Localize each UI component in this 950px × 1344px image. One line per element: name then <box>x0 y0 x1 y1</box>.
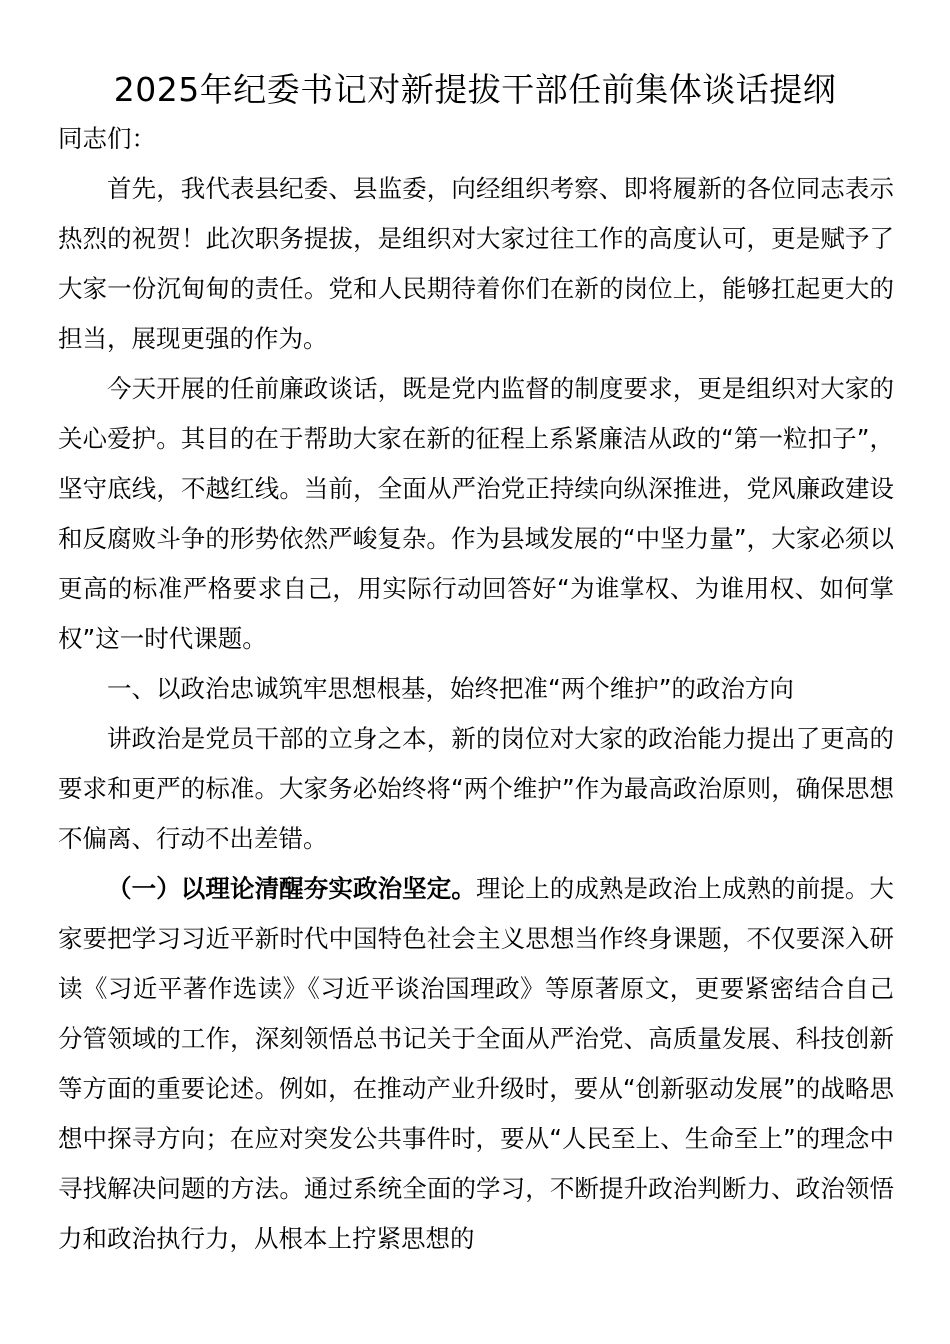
subsection-1-paragraph <box>58 864 894 1264</box>
paragraph-congratulation: 首先，我代表县纪委、县监委，向经组织考察、即将履新的各位同志表示热烈的祝贺！此次职务提拔，是组织对大家过往工作的高度认可，更是赋予了大家一份沉甸甸的责任。党和人民期待着你们在新的岗位上，能够扛起更大的担当，展现更强的作为。 <box>58 174 894 353</box>
section-1-intro: 讲政治是党员干部的立身之本，新的岗位对大家的政治能力提出了更高的要求和更严的标准。大家务必始终将“两个维护”作为最高政治原则，确保思想不偏离、行动不出差错。 <box>58 724 894 853</box>
subsection-1-heading: （一）以理论清醒夯实政治坚定。 <box>107 874 476 903</box>
section-heading-1: 一、以政治忠诚筑牢思想根基，始终把准“两个维护”的政治方向 <box>107 674 794 703</box>
document-title: 2025年纪委书记对新提拔干部任前集体谈话提纲 <box>113 70 837 109</box>
subsection-1-text: 理论上的成熟是政治上成熟的前提。大家要把学习习近平新时代中国特色社会主义思想当作终身课题，不仅要深入研读《习近平著作选读》《习近平谈治国理政》等原著原文，更要紧密结合自己分管领域的工作，深刻领悟总书记关于全面从严治党、高质量发展、科技创新等方面的重要论述。例如，在推动产业升级时，要从“创新驱动发展”的战略思想中探寻方向；在应对突发公共事件时，要从“人民至上、生命至上”的理念中寻找解决问题的方法。通过系统全面的学习，不断提升政治判断力、政治领悟力和政治执行力，从根本上拧紧思想的 <box>58 874 894 1253</box>
salutation: 同志们： <box>58 124 156 153</box>
document-body <box>58 114 894 1264</box>
paragraph-purpose: 今天开展的任前廉政谈话，既是党内监督的制度要求，更是组织对大家的关心爱护。其目的在于帮助大家在新的征程上系紧廉洁从政的“第一粒扣子”，坚守底线，不越红线。当前，全面从严治党正持续向纵深推进，党风廉政建设和反腐败斗争的形势依然严峻复杂。作为县域发展的“中坚力量”，大家必须以更高的标准严格要求自己，用实际行动回答好“为谁掌权、为谁用权、如何掌权”这一时代课题。 <box>58 374 894 653</box>
